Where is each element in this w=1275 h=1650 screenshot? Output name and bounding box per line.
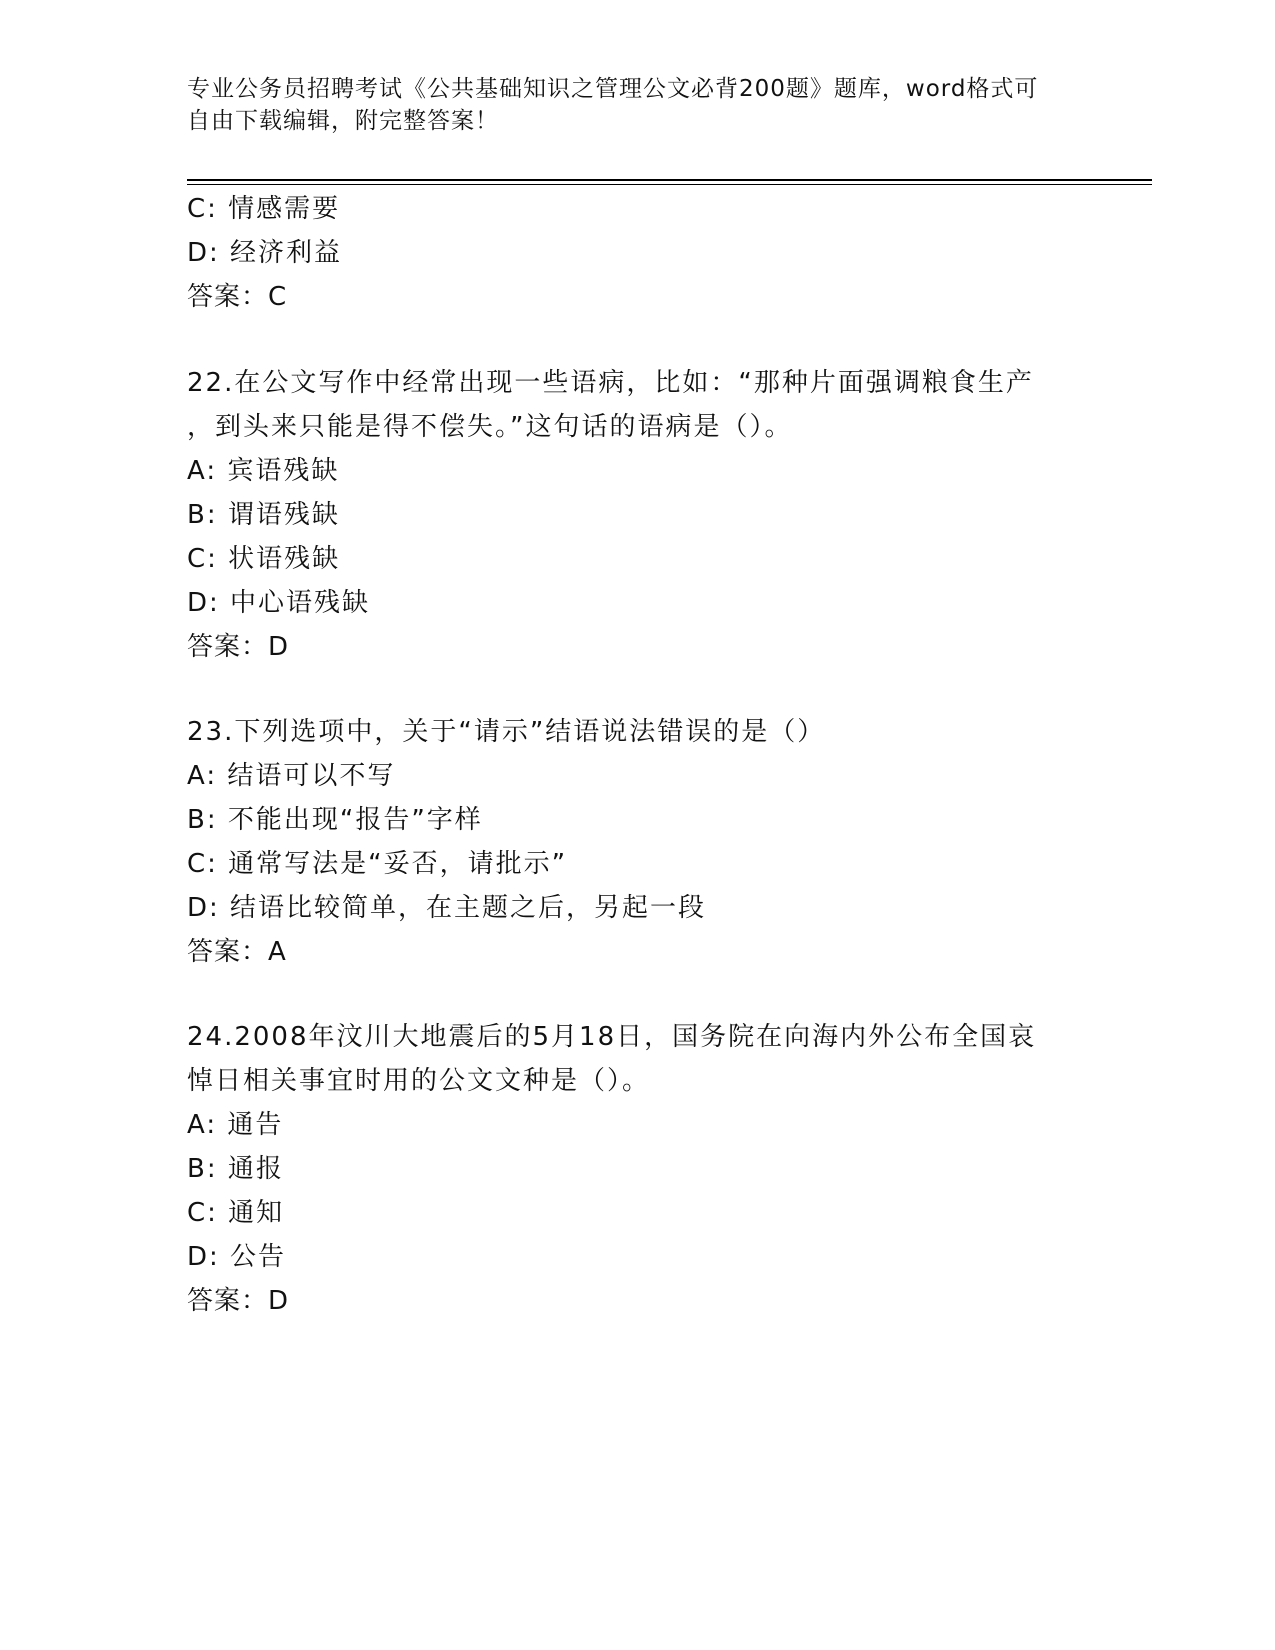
q23-answer	[187, 935, 286, 969]
q24-option-d: D: 公告	[187, 1242, 287, 1272]
q23-stem-line-1: 23.下列选项中，关于“请示”结语说法错误的是（）	[187, 717, 826, 747]
q22-stem-line-1: 22.在公文写作中经常出现一些语病，比如：“那种片面强调粮食生产	[187, 368, 1034, 398]
q22-stem-line-2: ，到头来只能是得不偿失。”这句话的语病是（）。	[187, 412, 793, 442]
q24-answer	[187, 1284, 288, 1318]
q24-stem-line-1: 24.2008年汶川大地震后的5月18日，国务院在向海内外公布全国哀	[187, 1022, 1037, 1052]
document-header	[187, 73, 1067, 137]
q23-option-d: D: 结语比较简单，在主题之后，另起一段	[187, 893, 707, 923]
q24-option-a: A: 通告	[187, 1110, 284, 1140]
header-rule-thin	[187, 184, 1152, 185]
q23-option-b: B: 不能出现“报告”字样	[187, 805, 483, 835]
q23-option-a: A: 结语可以不写	[187, 761, 396, 791]
q22-option-a: A: 宾语残缺	[187, 456, 340, 486]
prev-option-d: D: 经济利益	[187, 238, 343, 268]
q23-option-c: C: 通常写法是“妥否，请批示”	[187, 849, 568, 879]
prev-answer	[187, 280, 286, 314]
prev-option-c: C: 情感需要	[187, 194, 341, 224]
answer-label: 答案：	[187, 1286, 269, 1316]
header-line-2: 自由下载编辑，附完整答案！	[187, 108, 499, 134]
answer-label: 答案：	[187, 632, 269, 662]
q22-option-c: C: 状语残缺	[187, 544, 341, 574]
answer-value: D	[268, 1286, 289, 1316]
header-rule-thick	[187, 179, 1152, 181]
q24-option-b: B: 通报	[187, 1154, 284, 1184]
q22-option-d: D: 中心语残缺	[187, 588, 371, 618]
q24-stem-line-2: 悼日相关事宜时用的公文文种是（）。	[187, 1066, 651, 1096]
answer-label: 答案：	[187, 937, 269, 967]
q24-option-c: C: 通知	[187, 1198, 285, 1228]
q22-option-b: B: 谓语残缺	[187, 500, 340, 530]
answer-value: A	[268, 937, 286, 967]
header-line-1: 专业公务员招聘考试《公共基础知识之管理公文必背200题》题库，word格式可	[187, 76, 1039, 102]
answer-value: C	[268, 282, 287, 312]
answer-value: D	[268, 632, 289, 662]
answer-label: 答案：	[187, 282, 269, 312]
q22-answer	[187, 630, 288, 664]
